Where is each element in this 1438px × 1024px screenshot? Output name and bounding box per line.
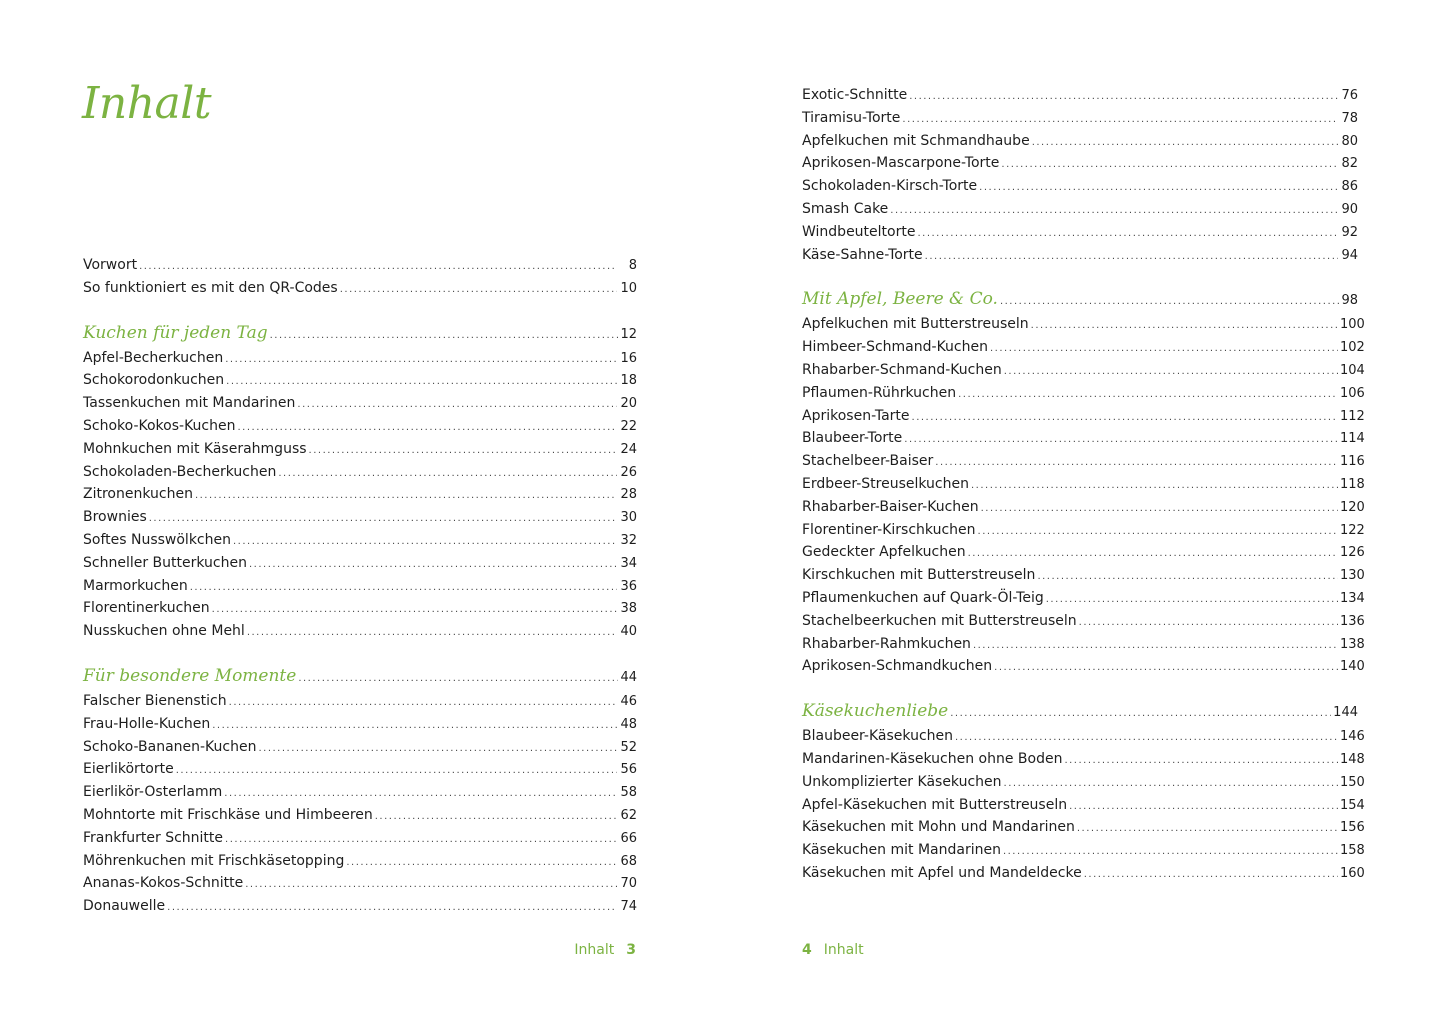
dot-leader bbox=[955, 727, 1338, 750]
dot-leader bbox=[375, 806, 617, 829]
toc-entry[interactable] bbox=[83, 597, 637, 620]
dot-leader bbox=[297, 394, 617, 417]
dot-leader bbox=[925, 246, 1338, 269]
toc-entry-page: 38 bbox=[620, 601, 637, 617]
section-heading[interactable] bbox=[83, 663, 637, 690]
toc-entry[interactable] bbox=[802, 84, 1358, 107]
toc-entry[interactable] bbox=[83, 369, 637, 392]
dot-leader bbox=[909, 86, 1338, 109]
toc-entry-label: Eierlikörtorte bbox=[83, 761, 174, 778]
toc-entry[interactable] bbox=[802, 496, 1365, 519]
toc-entry-label: Florentiner-Kirschkuchen bbox=[802, 521, 976, 538]
toc-entry-label: Käse-Sahne-Torte bbox=[802, 246, 923, 263]
toc-entry-label: Ananas-Kokos-Schnitte bbox=[83, 875, 244, 892]
toc-entry-page: 28 bbox=[620, 487, 637, 503]
toc-entry-label: Schokoladen-Kirsch-Torte bbox=[802, 178, 978, 195]
toc-entry-page: 30 bbox=[620, 510, 637, 526]
toc-entry-page: 48 bbox=[620, 716, 637, 732]
toc-entry-label: Apfel-Käsekuchen mit Butterstreuseln bbox=[802, 796, 1068, 813]
toc-entry[interactable] bbox=[83, 713, 637, 736]
dot-leader bbox=[912, 407, 1338, 430]
toc-entry-page: 74 bbox=[620, 899, 637, 915]
toc-entry-label: Apfelkuchen mit Butterstreuseln bbox=[802, 316, 1029, 333]
toc-entry-label: Schokorodonkuchen bbox=[83, 372, 225, 389]
toc-entry-label: Tassenkuchen mit Mandarinen bbox=[83, 395, 296, 412]
toc-entry-page: 40 bbox=[620, 624, 637, 640]
toc-entry-page: 58 bbox=[620, 785, 637, 801]
toc-entry[interactable] bbox=[83, 620, 637, 643]
dot-leader bbox=[1004, 773, 1338, 796]
dot-leader bbox=[309, 440, 617, 463]
toc-entry-page: 92 bbox=[1341, 224, 1358, 240]
toc-entry[interactable] bbox=[802, 244, 1358, 267]
toc-entry[interactable] bbox=[83, 827, 637, 850]
toc-entry-label: Schneller Butterkuchen bbox=[83, 554, 247, 571]
dot-leader bbox=[968, 543, 1338, 566]
toc-entry-label: Rhabarber-Rahmkuchen bbox=[802, 635, 971, 652]
toc-entry[interactable] bbox=[83, 277, 637, 300]
toc-entry[interactable] bbox=[83, 804, 637, 827]
toc-entry-label: Windbeuteltorte bbox=[802, 223, 916, 240]
toc-entry[interactable] bbox=[802, 519, 1365, 542]
toc-entry[interactable] bbox=[802, 427, 1365, 450]
toc-entry-page: 62 bbox=[620, 807, 637, 823]
dot-leader bbox=[1079, 612, 1338, 635]
toc-entry[interactable] bbox=[802, 633, 1365, 656]
dot-leader bbox=[978, 521, 1338, 544]
dot-leader bbox=[902, 109, 1338, 132]
toc-entry[interactable] bbox=[802, 794, 1365, 817]
toc-entry-label: Käsekuchen mit Mohn und Mandarinen bbox=[802, 819, 1075, 836]
page-footer bbox=[802, 940, 864, 960]
toc-entry[interactable] bbox=[802, 152, 1358, 175]
dot-leader bbox=[249, 554, 617, 577]
dot-leader bbox=[1037, 566, 1338, 589]
toc-entry-label: Apfel-Becherkuchen bbox=[83, 349, 224, 366]
toc-entry[interactable] bbox=[802, 839, 1365, 862]
toc-entry-page: 36 bbox=[620, 578, 637, 594]
toc-entry[interactable] bbox=[802, 198, 1358, 221]
toc-entry-label: Unkomplizierter Käsekuchen bbox=[802, 773, 1002, 790]
toc-entry-label: Donauwelle bbox=[83, 898, 166, 915]
dot-leader bbox=[346, 852, 617, 875]
toc-entry[interactable] bbox=[802, 450, 1365, 473]
toc-entry[interactable] bbox=[802, 313, 1365, 336]
toc-entry-label: Tiramisu-Torte bbox=[802, 109, 901, 126]
toc-entry-page: 136 bbox=[1340, 613, 1365, 629]
toc-entry-page: 106 bbox=[1340, 385, 1365, 401]
dot-leader bbox=[247, 622, 617, 645]
toc-entry[interactable] bbox=[83, 850, 637, 873]
toc-entry[interactable] bbox=[802, 564, 1365, 587]
dot-leader bbox=[1064, 750, 1338, 773]
toc-entry[interactable] bbox=[802, 473, 1365, 496]
toc-entry[interactable] bbox=[83, 347, 637, 370]
dot-leader bbox=[1032, 132, 1338, 155]
toc-entry-label: Vorwort bbox=[83, 257, 138, 273]
toc-entry-label: Aprikosen-Schmandkuchen bbox=[802, 658, 993, 675]
dot-leader bbox=[1084, 864, 1338, 887]
toc-entry[interactable] bbox=[83, 690, 637, 713]
dot-leader bbox=[1003, 841, 1338, 864]
toc-entry-label: Schoko-Bananen-Kuchen bbox=[83, 738, 257, 755]
toc-entry-page: 112 bbox=[1340, 408, 1365, 424]
toc-entry[interactable] bbox=[83, 895, 637, 918]
toc-entry-label: Mohnkuchen mit Käserahmguss bbox=[83, 440, 307, 457]
toc-entry[interactable] bbox=[83, 415, 637, 438]
toc-entry[interactable] bbox=[802, 771, 1365, 794]
toc-entry-page: 80 bbox=[1341, 133, 1358, 149]
dot-leader bbox=[270, 322, 619, 349]
toc-entry-label: Stachelbeer-Baiser bbox=[802, 453, 934, 470]
toc-entry-page: 52 bbox=[620, 739, 637, 755]
dot-leader bbox=[176, 760, 617, 783]
section-title: Käsekuchenliebe bbox=[802, 701, 949, 722]
toc-entry-label: Exotic-Schnitte bbox=[802, 87, 908, 103]
section-title: Kuchen für jeden Tag bbox=[83, 322, 268, 343]
toc-entry-page: 148 bbox=[1340, 751, 1365, 767]
dot-leader bbox=[1000, 288, 1340, 315]
section-page: 44 bbox=[620, 669, 637, 685]
dot-leader bbox=[950, 700, 1331, 727]
toc-entry-label: Eierlikör-Osterlamm bbox=[83, 784, 223, 801]
dot-leader bbox=[1077, 818, 1338, 841]
dot-leader bbox=[278, 463, 617, 486]
toc-entry[interactable] bbox=[802, 382, 1365, 405]
toc-entry-page: 118 bbox=[1340, 476, 1365, 492]
toc-entry-label: Gedeckter Apfelkuchen bbox=[802, 544, 966, 561]
toc-entry[interactable] bbox=[802, 336, 1365, 359]
toc-entry-label: Softes Nusswölkchen bbox=[83, 531, 231, 548]
toc-entry[interactable] bbox=[83, 575, 637, 598]
toc-entry-page: 158 bbox=[1340, 843, 1365, 859]
toc-entry-page: 46 bbox=[620, 693, 637, 709]
toc-entry[interactable] bbox=[83, 392, 637, 415]
dot-leader bbox=[990, 338, 1338, 361]
page-title: Inhalt bbox=[82, 78, 212, 129]
toc-entry[interactable] bbox=[802, 655, 1365, 678]
toc-left bbox=[83, 254, 637, 918]
dot-leader bbox=[229, 692, 617, 715]
toc-entry[interactable] bbox=[802, 175, 1358, 198]
toc-entry-label: Blaubeer-Torte bbox=[802, 430, 903, 447]
section-title: Für besondere Momente bbox=[83, 665, 297, 686]
dot-leader bbox=[225, 349, 617, 372]
section-title: Mit Apfel, Beere & Co. bbox=[802, 289, 998, 310]
toc-entry[interactable] bbox=[802, 405, 1365, 428]
section-page: 98 bbox=[1341, 293, 1358, 309]
toc-entry[interactable] bbox=[83, 438, 637, 461]
dot-leader bbox=[979, 177, 1338, 200]
dot-leader bbox=[212, 715, 617, 738]
toc-entry[interactable] bbox=[802, 816, 1365, 839]
toc-entry-label: Kirschkuchen mit Butterstreuseln bbox=[802, 567, 1036, 584]
toc-entry-label: Pflaumenkuchen auf Quark-Öl-Teig bbox=[802, 589, 1044, 606]
toc-entry-page: 154 bbox=[1340, 797, 1365, 813]
toc-entry-page: 70 bbox=[620, 876, 637, 892]
toc-entry-page: 82 bbox=[1341, 156, 1358, 172]
dot-leader bbox=[226, 371, 617, 394]
toc-entry-page: 120 bbox=[1340, 499, 1365, 515]
toc-entry-label: Himbeer-Schmand-Kuchen bbox=[802, 339, 988, 356]
toc-entry-page: 56 bbox=[620, 762, 637, 778]
toc-entry-page: 34 bbox=[620, 555, 637, 571]
page-number: 3 bbox=[626, 942, 636, 958]
footer-label: Inhalt bbox=[823, 942, 864, 958]
footer-label: Inhalt bbox=[574, 942, 615, 958]
toc-entry-page: 16 bbox=[620, 350, 637, 366]
dot-leader bbox=[245, 874, 617, 897]
toc-entry-label: Mandarinen-Käsekuchen ohne Boden bbox=[802, 750, 1063, 767]
dot-leader bbox=[1046, 589, 1338, 612]
page-number: 4 bbox=[802, 942, 812, 958]
toc-entry[interactable] bbox=[802, 862, 1365, 885]
toc-entry-page: 130 bbox=[1340, 568, 1365, 584]
toc-entry[interactable] bbox=[802, 748, 1365, 771]
right-page bbox=[719, 0, 1438, 1024]
toc-entry-page: 104 bbox=[1340, 362, 1365, 378]
dot-leader bbox=[917, 223, 1338, 246]
toc-entry-label: Käsekuchen mit Mandarinen bbox=[802, 842, 1001, 859]
toc-entry-label: Aprikosen-Mascarpone-Torte bbox=[802, 155, 1000, 172]
toc-entry-page: 116 bbox=[1340, 454, 1365, 470]
dot-leader bbox=[298, 665, 618, 692]
toc-entry-page: 66 bbox=[620, 830, 637, 846]
toc-entry-page: 114 bbox=[1340, 431, 1365, 447]
toc-entry-page: 100 bbox=[1340, 317, 1365, 333]
toc-entry[interactable] bbox=[83, 483, 637, 506]
toc-entry[interactable] bbox=[83, 736, 637, 759]
dot-leader bbox=[167, 897, 617, 920]
toc-entry-page: 8 bbox=[628, 258, 637, 273]
toc-entry-label: So funktioniert es mit den QR-Codes bbox=[83, 279, 338, 296]
toc-entry[interactable] bbox=[83, 781, 637, 804]
toc-entry[interactable] bbox=[802, 587, 1365, 610]
toc-entry-label: Florentinerkuchen bbox=[83, 600, 210, 617]
section-heading[interactable] bbox=[802, 698, 1358, 725]
toc-entry[interactable] bbox=[83, 758, 637, 781]
toc-entry-page: 146 bbox=[1340, 729, 1365, 745]
toc-entry-label: Rhabarber-Baiser-Kuchen bbox=[802, 498, 979, 515]
toc-entry[interactable] bbox=[83, 552, 637, 575]
toc-entry-page: 150 bbox=[1340, 774, 1365, 790]
toc-entry-page: 78 bbox=[1341, 110, 1358, 126]
toc-entry-label: Frau-Holle-Kuchen bbox=[83, 715, 211, 732]
dot-leader bbox=[258, 738, 617, 761]
toc-entry-page: 122 bbox=[1340, 522, 1365, 538]
toc-entry-page: 90 bbox=[1341, 201, 1358, 217]
dot-leader bbox=[233, 531, 617, 554]
toc-entry-page: 20 bbox=[620, 396, 637, 412]
toc-entry[interactable] bbox=[802, 130, 1358, 153]
toc-entry-label: Apfelkuchen mit Schmandhaube bbox=[802, 132, 1030, 149]
dot-leader bbox=[981, 498, 1338, 521]
toc-entry-label: Käsekuchen mit Apfel und Mandeldecke bbox=[802, 864, 1082, 881]
dot-leader bbox=[904, 429, 1338, 452]
section-page: 12 bbox=[620, 326, 637, 342]
toc-entry-page: 86 bbox=[1341, 179, 1358, 195]
toc-entry[interactable] bbox=[83, 872, 637, 895]
toc-entry-label: Nusskuchen ohne Mehl bbox=[83, 623, 245, 640]
toc-entry-label: Stachelbeerkuchen mit Butterstreuseln bbox=[802, 612, 1077, 629]
toc-entry-page: 32 bbox=[620, 532, 637, 548]
dot-leader bbox=[1001, 154, 1338, 177]
toc-entry-label: Blaubeer-Käsekuchen bbox=[802, 728, 953, 745]
toc-entry-label: Möhrenkuchen mit Frischkäsetopping bbox=[83, 852, 345, 869]
toc-entry-label: Schoko-Kokos-Kuchen bbox=[83, 417, 236, 434]
toc-entry-page: 18 bbox=[620, 373, 637, 389]
toc-entry[interactable] bbox=[802, 107, 1358, 130]
dot-leader bbox=[190, 577, 617, 600]
toc-entry-label: Zitronenkuchen bbox=[83, 486, 193, 503]
dot-leader bbox=[958, 384, 1338, 407]
page-footer bbox=[574, 940, 636, 960]
toc-right bbox=[802, 84, 1365, 885]
dot-leader bbox=[225, 829, 617, 852]
toc-entry-label: Falscher Bienenstich bbox=[83, 692, 227, 709]
toc-entry-label: Smash Cake bbox=[802, 200, 889, 217]
section-page: 144 bbox=[1333, 705, 1358, 721]
toc-entry-page: 138 bbox=[1340, 636, 1365, 652]
toc-entry-page: 156 bbox=[1340, 820, 1365, 836]
dot-leader bbox=[971, 475, 1338, 498]
toc-entry-page: 102 bbox=[1340, 340, 1365, 356]
toc-entry-page: 26 bbox=[620, 464, 637, 480]
toc-entry-page: 134 bbox=[1340, 590, 1365, 606]
toc-entry[interactable] bbox=[802, 541, 1365, 564]
toc-entry-label: Rhabarber-Schmand-Kuchen bbox=[802, 361, 1002, 378]
toc-entry[interactable] bbox=[802, 610, 1365, 633]
toc-entry-label: Schokoladen-Becherkuchen bbox=[83, 463, 277, 480]
section-heading[interactable] bbox=[802, 286, 1358, 313]
toc-entry-page: 22 bbox=[620, 418, 637, 434]
toc-entry-page: 76 bbox=[1341, 88, 1358, 103]
toc-entry[interactable] bbox=[83, 506, 637, 529]
dot-leader bbox=[195, 485, 617, 508]
toc-entry-label: Mohntorte mit Frischkäse und Himbeeren bbox=[83, 806, 373, 823]
toc-entry-label: Brownies bbox=[83, 509, 147, 526]
section-heading[interactable] bbox=[83, 320, 637, 347]
dot-leader bbox=[224, 783, 617, 806]
dot-leader bbox=[139, 256, 617, 279]
dot-leader bbox=[1004, 361, 1338, 384]
toc-entry-page: 94 bbox=[1341, 247, 1358, 263]
toc-entry[interactable] bbox=[83, 529, 637, 552]
dot-leader bbox=[149, 508, 617, 531]
toc-entry-page: 140 bbox=[1340, 659, 1365, 675]
toc-entry-page: 126 bbox=[1340, 545, 1365, 561]
dot-leader bbox=[1031, 315, 1338, 338]
dot-leader bbox=[212, 599, 617, 622]
dot-leader bbox=[973, 635, 1338, 658]
toc-entry-label: Pflaumen-Rührkuchen bbox=[802, 384, 957, 401]
toc-entry-label: Aprikosen-Tarte bbox=[802, 407, 910, 424]
toc-entry[interactable] bbox=[83, 254, 637, 277]
toc-entry[interactable] bbox=[802, 725, 1365, 748]
dot-leader bbox=[890, 200, 1338, 223]
toc-entry-label: Frankfurter Schnitte bbox=[83, 829, 224, 846]
toc-entry-label: Erdbeer-Streuselkuchen bbox=[802, 475, 969, 492]
toc-entry-page: 10 bbox=[620, 280, 637, 296]
toc-entry[interactable] bbox=[83, 461, 637, 484]
toc-entry-page: 68 bbox=[620, 853, 637, 869]
dot-leader bbox=[1069, 796, 1338, 819]
dot-leader bbox=[238, 417, 618, 440]
toc-entry-page: 24 bbox=[620, 441, 637, 457]
dot-leader bbox=[994, 657, 1338, 680]
toc-entry-page: 160 bbox=[1340, 865, 1365, 881]
dot-leader bbox=[340, 279, 617, 302]
toc-entry-label: Marmorkuchen bbox=[83, 577, 188, 594]
toc-entry[interactable] bbox=[802, 359, 1365, 382]
dot-leader bbox=[935, 452, 1338, 475]
toc-entry[interactable] bbox=[802, 221, 1358, 244]
